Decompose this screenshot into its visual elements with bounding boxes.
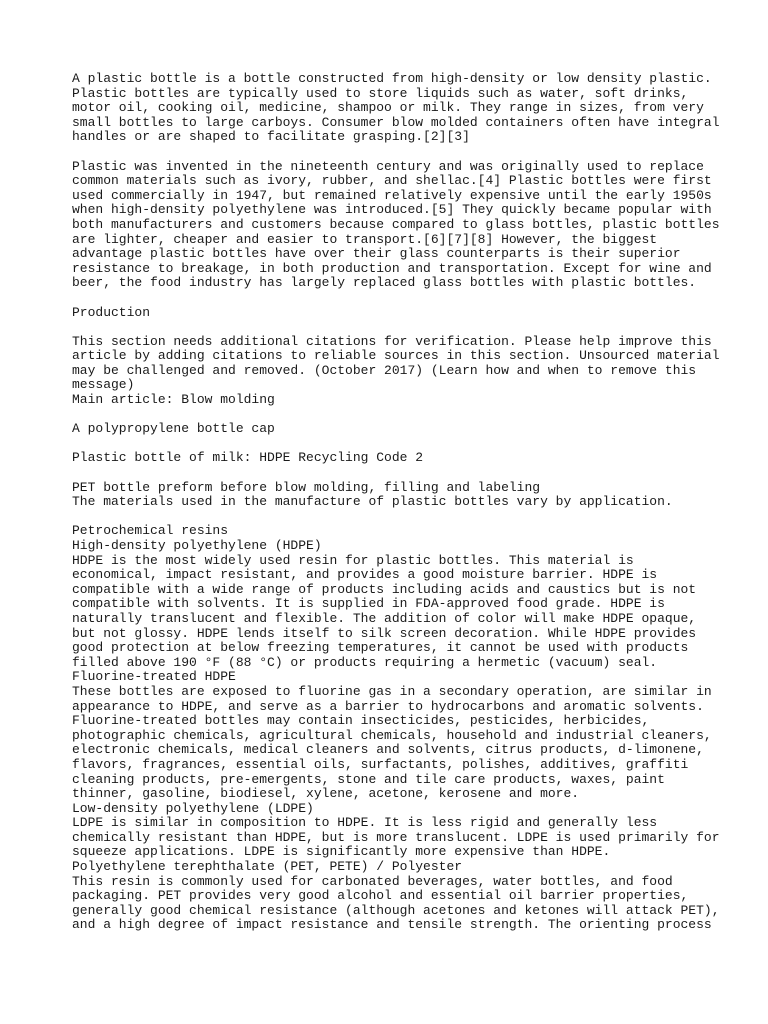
document-page [72, 71, 720, 933]
text-line: are lighter, cheaper and easier to transport.[6][7][8] However, the biggest [72, 231, 658, 247]
text-line: High-density polyethylene (HDPE) [72, 538, 322, 553]
text-line: Petrochemical resins [72, 523, 229, 539]
text-line: motor oil, cooking oil, medicine, shampoo or milk. They range in sizes, from very [72, 100, 704, 116]
caption-milk-bottle [72, 451, 712, 466]
paragraph-gap [72, 437, 712, 452]
text-line: message) [72, 377, 135, 393]
text-line: both manufacturers and customers because compared to glass bottles, plastic bottles [72, 216, 720, 232]
text-line: Production [72, 304, 151, 320]
text-line: electronic chemicals, medical cleaners and solvents, citrus products, d-limonene, [72, 742, 704, 758]
text-line: resistance to breakage, in both production and transportation. Except for wine and [72, 260, 712, 276]
text-line: A plastic bottle is a bottle constructed from high-density or low density plastic. [72, 71, 712, 86]
text-line: A polypropylene bottle cap [72, 421, 275, 437]
text-line: and a high degree of impact resistance and tensile strength. The orienting process [72, 917, 712, 933]
text-line: compatible with a wide range of products including acids and caustics but is not [72, 581, 697, 597]
text-line: Plastic was invented in the nineteenth century and was originally used to replace [72, 158, 704, 174]
text-line: thinner, gasoline, biodiesel, xylene, acetone, kerosene and more. [72, 786, 580, 802]
paragraph-gap [72, 291, 712, 306]
text-line: generally good chemical resistance (although acetones and ketones will attack PET), [72, 902, 720, 918]
citation-notice [72, 333, 720, 408]
text-line: The materials used in the manufacture of plastic bottles vary by application. [72, 494, 673, 510]
caption-bottle-cap [72, 422, 712, 437]
text-line: appearance to HDPE, and serve as a barrier to hydrocarbons and aromatic solvents. [72, 698, 704, 714]
paragraph-intro [72, 71, 720, 145]
text-line: Plastic bottles are typically used to store liquids such as water, soft drinks, [72, 85, 689, 101]
text-line: naturally translucent and flexible. The addition of color will make HDPE opaque, [72, 610, 697, 626]
text-line: This resin is commonly used for carbonated beverages, water bottles, and food [72, 873, 673, 889]
text-line: advantage plastic bottles have over their glass counterparts is their superior [72, 246, 681, 262]
paragraph-gap [72, 510, 712, 525]
text-line: HDPE is the most widely used resin for plastic bottles. This material is [72, 552, 634, 568]
text-line: Fluorine-treated bottles may contain insecticides, pesticides, herbicides, [72, 713, 650, 729]
paragraph-history [72, 158, 720, 291]
heading-production [72, 306, 712, 321]
text-line: common materials such as ivory, rubber, and shellac.[4] Plastic bottles were first [72, 173, 712, 189]
text-line: This section needs additional citations for verification. Please help improve this [72, 333, 712, 349]
paragraph-gap [72, 466, 712, 481]
text-line: handles or are shaped to facilitate grasping.[2][3] [72, 129, 470, 145]
text-line: chemically resistant than HDPE, but is more translucent. LDPE is used primarily for [72, 829, 720, 845]
text-line: but not glossy. HDPE lends itself to silk screen decoration. While HDPE provides [72, 625, 697, 641]
text-line: Plastic bottle of milk: HDPE Recycling Code 2 [72, 450, 424, 466]
text-line: Main article: Blow molding [72, 392, 275, 408]
text-line: squeeze applications. LDPE is significantly more expensive than HDPE. [72, 844, 611, 860]
text-line: flavors, fragrances, essential oils, surfactants, polishes, additives, graffiti [72, 756, 689, 772]
paragraph-gap [72, 145, 712, 160]
paragraph-gap [72, 408, 712, 423]
caption-preform [72, 481, 712, 510]
text-line: filled above 190 °F (88 °C) or products requiring a hermetic (vacuum) seal. [72, 654, 658, 670]
text-line: used commercially in 1947, but remained relatively expensive until the early 1950s [72, 187, 712, 203]
text-line: Fluorine-treated HDPE [72, 669, 236, 685]
text-line: These bottles are exposed to fluorine gas in a secondary operation, are similar in [72, 683, 712, 699]
text-line: beer, the food industry has largely replaced glass bottles with plastic bottles. [72, 275, 697, 291]
text-line: compatible with solvents. It is supplied in FDA-approved food grade. HDPE is [72, 596, 665, 612]
text-line: packaging. PET provides very good alcohol and essential oil barrier properties, [72, 888, 689, 904]
text-line: cleaning products, pre-emergents, stone and tile care products, waxes, paint [72, 771, 665, 787]
text-line: photographic chemicals, agricultural chemicals, household and industrial cleaners, [72, 727, 712, 743]
section-resins [72, 523, 720, 933]
text-line: good protection at below freezing temperatures, it cannot be used with products [72, 640, 689, 656]
text-line: economical, impact resistant, and provides a good moisture barrier. HDPE is [72, 567, 658, 583]
text-line: article by adding citations to reliable sources in this section. Unsourced material [72, 348, 720, 364]
text-line: PET bottle preform before blow molding, filling and labeling [72, 479, 541, 495]
paragraph-gap [72, 320, 712, 335]
text-line: Low-density polyethylene (LDPE) [72, 800, 314, 816]
text-line: may be challenged and removed. (October 2017) (Learn how and when to remove this [72, 362, 697, 378]
text-line: LDPE is similar in composition to HDPE. It is less rigid and generally less [72, 815, 658, 831]
text-line: Polyethylene terephthalate (PET, PETE) / Polyester [72, 859, 463, 875]
text-line: when high-density polyethylene was introduced.[5] They quickly became popular with [72, 202, 712, 218]
text-line: small bottles to large carboys. Consumer blow molded containers often have integral [72, 114, 720, 130]
